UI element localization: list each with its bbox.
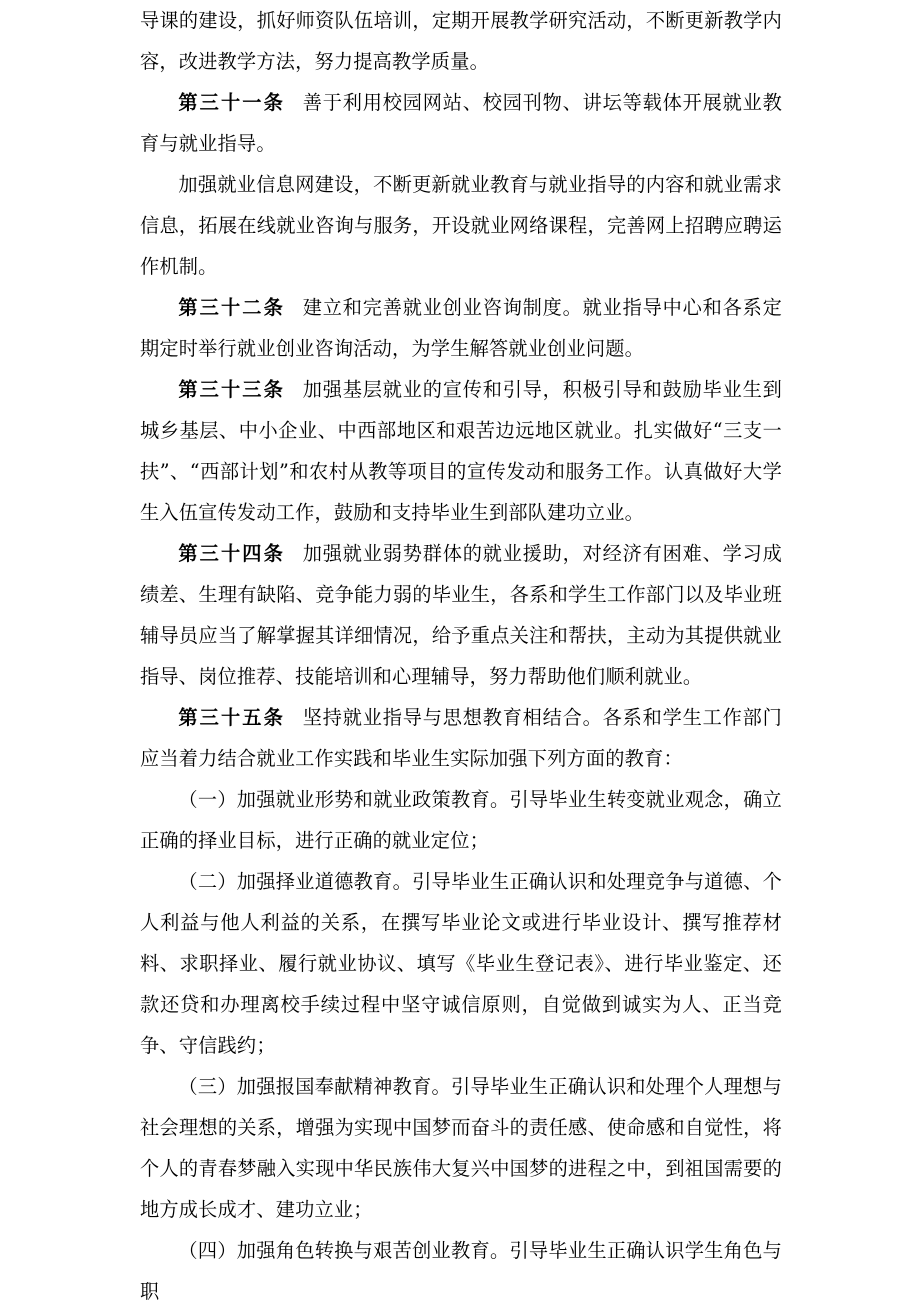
paragraph-text: 建立和完善就业创业咨询制度。就业指导中心和各系定期定时举行就业创业咨询活动，为学生解答就业创业问题。	[140, 296, 782, 360]
paragraph-text: 加强就业信息网建设，不断更新就业教育与就业指导的内容和就业需求信息，拓展在线就业咨询与服务，开设就业网络课程，完善网上招聘应聘运作机制。	[140, 173, 782, 278]
paragraph-item-3	[140, 1066, 782, 1230]
paragraph-text: 导课的建设，抓好师资队伍培训，定期开展教学研究活动，不断更新教学内容，改进教学方法，努力提高教学质量。	[140, 9, 782, 73]
paragraph-text: （一）加强就业形势和就业政策教育。引导毕业生转变就业观念，确立正确的择业目标，进行正确的就业定位；	[140, 788, 782, 852]
paragraph-item-4	[140, 1230, 782, 1312]
article-number: 第三十二条	[178, 296, 285, 319]
paragraph-item-2	[140, 861, 782, 1066]
paragraph-text: （二）加强择业道德教育。引导毕业生正确认识和处理竞争与道德、个人利益与他人利益的关系，在撰写毕业论文或进行毕业设计、撰写推荐材料、求职择业、履行就业协议、填写《毕业生登记表》、进行毕业鉴定、还款还贷和办理离校手续过程中坚守诚信原则，自觉做到诚实为人、正当竞争、守信践约；	[140, 870, 782, 1057]
paragraph-article-32	[140, 287, 782, 369]
article-number: 第三十五条	[178, 706, 285, 729]
article-number: 第三十一条	[178, 91, 285, 114]
paragraph-article-34	[140, 533, 782, 697]
paragraph-text: （三）加强报国奉献精神教育。引导毕业生正确认识和处理个人理想与社会理想的关系，增强为实现中国梦而奋斗的责任感、使命感和自觉性，将个人的青春梦融入实现中华民族伟大复兴中国梦的进程之中，到祖国需要的地方成长成才、建功立业；	[140, 1075, 782, 1221]
paragraph-article-31	[140, 82, 782, 164]
paragraph-text: 善于利用校园网站、校园刊物、讲坛等载体开展就业教育与就业指导。	[140, 91, 782, 155]
paragraph-text: （四）加强角色转换与艰苦创业教育。引导毕业生正确认识学生角色与职	[140, 1239, 782, 1303]
paragraph-text: 坚持就业指导与思想教育相结合。各系和学生工作部门应当着力结合就业工作实践和毕业生实际加强下列方面的教育：	[140, 706, 782, 770]
article-number: 第三十三条	[178, 378, 285, 401]
paragraph-article-35	[140, 697, 782, 779]
paragraph-body-1	[140, 164, 782, 287]
paragraph-item-1	[140, 779, 782, 861]
article-number: 第三十四条	[178, 542, 285, 565]
paragraph-text: 加强就业弱势群体的就业援助，对经济有困难、学习成绩差、生理有缺陷、竞争能力弱的毕业生，各系和学生工作部门以及毕业班辅导员应当了解掌握其详细情况，给予重点关注和帮扶，主动为其提供就业指导、岗位推荐、技能培训和心理辅导，努力帮助他们顺利就业。	[140, 542, 782, 688]
paragraph-article-33	[140, 369, 782, 533]
paragraph-continuation	[140, 0, 782, 82]
paragraph-text: 加强基层就业的宣传和引导，积极引导和鼓励毕业生到城乡基层、中小企业、中西部地区和艰苦边远地区就业。扎实做好“三支一扶”、“西部计划”和农村从教等项目的宣传发动和服务工作。认真做好大学生入伍宣传发动工作，鼓励和支持毕业生到部队建功立业。	[140, 378, 782, 524]
